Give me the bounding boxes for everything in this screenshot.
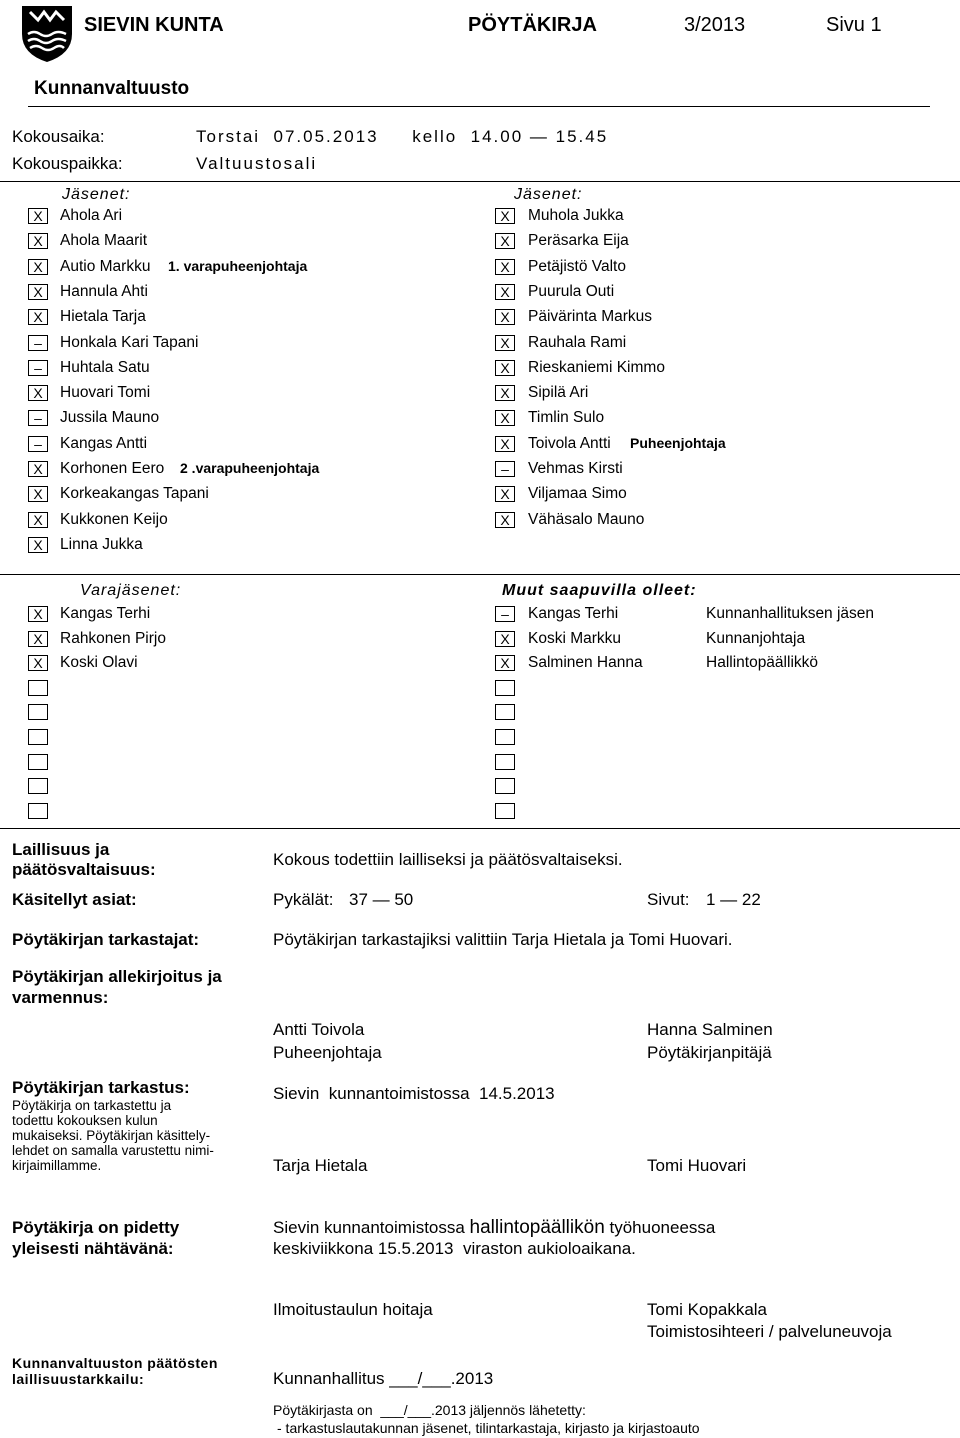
review-checker2: Tomi Huovari [647, 1156, 747, 1175]
notice-right-name: Tomi Kopakkala [647, 1300, 768, 1319]
attendance-checkbox[interactable]: X [495, 631, 515, 647]
attendance-checkbox[interactable]: X [28, 631, 48, 647]
municipality-name: SIEVIN KUNTA [84, 14, 224, 36]
signer1-title: Puheenjohtaja [273, 1043, 382, 1062]
attendance-checkbox[interactable] [28, 704, 48, 720]
person-name: Jussila Mauno [60, 409, 160, 427]
municipality-logo [20, 4, 74, 64]
signer1-name: Antti Toivola [273, 1020, 365, 1039]
attendance-checkbox[interactable]: X [495, 208, 515, 224]
person-name: Koski Markku [528, 629, 622, 647]
person-name: Rieskaniemi Kimmo [528, 358, 665, 376]
person-name: Päivärinta Markus [528, 308, 653, 326]
person-name: Rauhala Rami [528, 333, 627, 351]
attendance-checkbox[interactable] [495, 754, 515, 770]
sections-label: Pykälät: [273, 890, 334, 909]
person-name: Puurula Outi [528, 282, 615, 300]
person-name: Sipilä Ari [528, 384, 589, 402]
person-name: Toivola Antti [528, 434, 611, 452]
legality-check-label: Kunnanvaltuuston päätösten laillisuustarkkailu: [12, 1355, 218, 1387]
attendance-checkbox[interactable]: X [28, 512, 48, 528]
person-role: 1. varapuheenjohtaja [168, 257, 308, 274]
legality-check-board: Kunnanhallitus ___/___.2013 [273, 1369, 494, 1388]
legality-text: Kokous todettiin lailliseksi ja päätösvaltaiseksi. [273, 850, 623, 869]
person-name: Peräsarka Eija [528, 232, 629, 250]
person-name: Linna Jukka [60, 535, 143, 553]
attendance-checkbox[interactable]: X [495, 335, 515, 351]
attendance-checkbox[interactable]: X [495, 436, 515, 452]
person-name: Huovari Tomi [60, 384, 151, 402]
notice-board-keeper: Ilmoitustaulun hoitaja [273, 1300, 433, 1319]
person-name: Korhonen Eero [60, 460, 165, 477]
attendance-checkbox[interactable]: – [495, 606, 515, 622]
checkers-label: Pöytäkirjan tarkastajat: [12, 930, 200, 949]
person-name: Hietala Tarja [60, 308, 146, 326]
attendance-checkbox[interactable]: X [495, 655, 515, 671]
person-name: Autio Markku [60, 257, 151, 275]
handled-label: Käsitellyt asiat: [12, 890, 137, 909]
legality-check-sent: Pöytäkirjasta on ___/___.2013 jäljennös lähetetty: [273, 1402, 586, 1418]
divider [0, 574, 960, 575]
legality-check-recipients: - tarkastuslautakunnan jäsenet, tilintarkastaja, kirjasto ja kirjastoauto [277, 1420, 700, 1436]
public-label: Pöytäkirja on pidetty yleisesti nähtävänä: [12, 1218, 180, 1258]
person-name: Kangas Antti [60, 434, 148, 452]
person-role: Hallintopäällikkö [706, 654, 819, 672]
public-text-2: keskiviikkona 15.5.2013 viraston aukioloaikana. [273, 1239, 636, 1258]
divider [0, 181, 960, 182]
attendance-checkbox[interactable]: X [28, 537, 48, 553]
person-name: Hannula Ahti [60, 282, 148, 300]
legality-label: Laillisuus ja päätösvaltaisuus: [12, 840, 156, 879]
person-name: Kangas Terhi [528, 605, 619, 622]
person-name: Ahola Maarit [60, 232, 148, 250]
attendance-checkbox[interactable]: X [495, 233, 515, 249]
pages-label: Sivut: [647, 890, 690, 909]
document-type: PÖYTÄKIRJA [468, 14, 597, 36]
attendance-checkbox[interactable] [28, 803, 48, 819]
person-name: Salminen Hanna [528, 654, 643, 672]
attendance-checkbox[interactable]: – [28, 436, 48, 452]
attendance-checkbox[interactable] [28, 778, 48, 794]
attendance-checkbox[interactable]: X [28, 461, 48, 477]
meeting-place-label: Kokouspaikka: [12, 154, 123, 173]
review-checker1: Tarja Hietala [273, 1156, 368, 1175]
signer2-name: Hanna Salminen [647, 1020, 773, 1039]
attendance-checkbox[interactable] [495, 729, 515, 745]
attendance-checkbox[interactable] [28, 754, 48, 770]
person-name: Honkala Kari Tapani [60, 333, 199, 351]
divider [28, 106, 930, 107]
pages-value: 1 — 22 [706, 890, 761, 909]
checkers-text: Pöytäkirjan tarkastajiksi valittiin Tarja Hietala ja Tomi Huovari. [273, 930, 733, 949]
attendance-checkbox[interactable] [28, 729, 48, 745]
attendance-checkbox[interactable]: X [28, 309, 48, 325]
attendance-checkbox[interactable]: X [495, 385, 515, 401]
attendance-checkbox[interactable]: X [28, 486, 48, 502]
attendance-checkbox[interactable]: X [28, 606, 48, 622]
attendance-checkbox[interactable] [495, 680, 515, 696]
person-name: Ahola Ari [60, 207, 123, 224]
deputies-title: Varajäsenet: [80, 582, 182, 599]
person-name: Viljamaa Simo [528, 485, 627, 503]
signer2-title: Pöytäkirjanpitäjä [647, 1043, 772, 1062]
attendance-checkbox[interactable]: X [28, 655, 48, 671]
attendance-checkbox[interactable] [28, 680, 48, 696]
person-role: 2 .varapuheenjohtaja [180, 460, 320, 476]
attendance-checkbox[interactable] [495, 778, 515, 794]
attendance-checkbox[interactable]: X [495, 512, 515, 528]
attendance-checkbox[interactable]: X [28, 284, 48, 300]
divider [0, 828, 960, 829]
signing-label: Pöytäkirjan allekirjoitus ja varmennus: [12, 967, 222, 1007]
person-role: Kunnanhallituksen jäsen [706, 605, 875, 622]
person-role: Puheenjohtaja [630, 434, 726, 451]
attendance-checkbox[interactable]: X [495, 486, 515, 502]
others-title: Muut saapuvilla olleet: [502, 582, 697, 599]
person-name: Timlin Sulo [528, 409, 605, 427]
attendance-checkbox[interactable]: – [28, 360, 48, 376]
meeting-place-value: Valtuustosali [196, 154, 318, 173]
attendance-checkbox[interactable]: – [28, 410, 48, 426]
person-name: Muhola Jukka [528, 207, 624, 224]
attendance-checkbox[interactable]: X [495, 410, 515, 426]
person-name: Vähäsalo Mauno [528, 510, 645, 528]
attendance-checkbox[interactable]: X [495, 309, 515, 325]
attendance-checkbox[interactable]: X [495, 360, 515, 376]
person-name: Korkeakangas Tapani [60, 485, 209, 503]
attendance-checkbox[interactable] [495, 704, 515, 720]
members-title-left: Jäsenet: [62, 186, 131, 203]
document-number: 3/2013 [684, 14, 746, 36]
attendance-checkbox[interactable]: X [28, 385, 48, 401]
attendance-checkbox[interactable]: X [28, 233, 48, 249]
public-text-1: Sievin kunnantoimistossa hallintopäällikön työhuoneessa [273, 1217, 716, 1238]
sections-value: 37 — 50 [349, 890, 414, 909]
attendance-checkbox[interactable]: X [495, 284, 515, 300]
person-name: Kangas Terhi [60, 605, 151, 622]
person-name: Vehmas Kirsti [528, 460, 623, 477]
attendance-checkbox[interactable]: – [495, 461, 515, 477]
page-number: Sivu 1 [826, 14, 882, 36]
attendance-checkbox[interactable]: – [28, 335, 48, 351]
members-title-right: Jäsenet: [514, 186, 583, 203]
body-name: Kunnanvaltuusto [34, 78, 190, 99]
review-label: Pöytäkirjan tarkastus: [12, 1078, 190, 1097]
attendance-checkbox[interactable]: X [495, 259, 515, 275]
attendance-checkbox[interactable]: X [28, 259, 48, 275]
person-name: Kukkonen Keijo [60, 510, 168, 528]
notice-right-title: Toimistosihteeri / palveluneuvoja [647, 1322, 892, 1341]
person-name: Rahkonen Pirjo [60, 629, 166, 647]
review-note: Pöytäkirja on tarkastettu ja todettu kokouksen kulun mukaiseksi. Pöytäkirjan käsittely- lehdet on samalla varustettu nimi- kirjaimillamme. [12, 1098, 214, 1173]
meeting-time-value: Torstai 07.05.2013 kello 14.00 — 15.45 [196, 127, 609, 146]
attendance-checkbox[interactable] [495, 803, 515, 819]
coat-of-arms-icon [20, 4, 74, 64]
person-name: Petäjistö Valto [528, 257, 626, 275]
review-place-date: Sievin kunnantoimistossa 14.5.2013 [273, 1084, 555, 1103]
person-name: Koski Olavi [60, 654, 138, 672]
meeting-time-label: Kokousaika: [12, 127, 105, 146]
person-role: Kunnanjohtaja [706, 629, 806, 647]
person-name: Huhtala Satu [60, 358, 150, 376]
attendance-checkbox[interactable]: X [28, 208, 48, 224]
